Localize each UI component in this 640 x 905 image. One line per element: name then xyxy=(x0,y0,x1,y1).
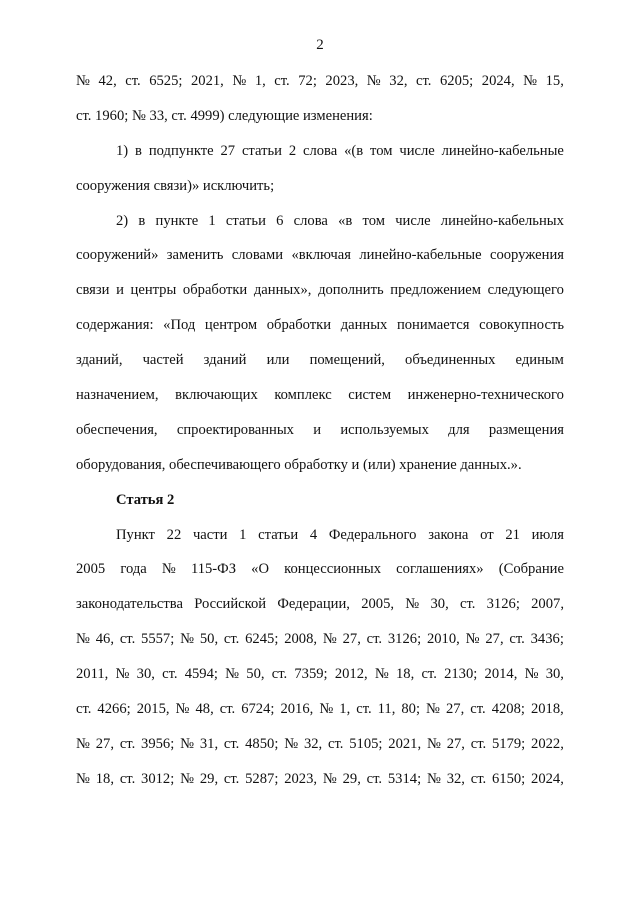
word: комплекс xyxy=(274,387,332,404)
word: включающих xyxy=(175,387,258,404)
word: 11, xyxy=(377,701,396,718)
text-line xyxy=(76,518,564,553)
word: Федерального xyxy=(328,526,417,543)
word: 27, xyxy=(95,735,114,752)
word: 30, xyxy=(430,596,449,613)
word: части xyxy=(192,526,228,543)
word: систем xyxy=(348,387,392,404)
word: предложением xyxy=(390,282,481,299)
word: 1 xyxy=(239,526,247,543)
text-line xyxy=(76,413,564,448)
word: № xyxy=(180,735,195,752)
word: № xyxy=(523,73,538,89)
word: 18, xyxy=(95,770,114,787)
word: данных», xyxy=(253,282,312,299)
word: и xyxy=(116,282,124,299)
word: том xyxy=(370,142,393,159)
word: 1) xyxy=(116,142,129,159)
word: зданий xyxy=(203,352,247,369)
word: 27, xyxy=(446,701,465,718)
word: 27 xyxy=(220,142,236,159)
word: 30, xyxy=(136,666,155,683)
word: 32, xyxy=(303,735,323,752)
word: 6 xyxy=(276,212,284,229)
word: 50, xyxy=(199,631,219,648)
word: 2005 xyxy=(76,561,106,578)
word: данных xyxy=(340,317,388,334)
word: № xyxy=(225,666,240,683)
word: 32, xyxy=(446,770,465,787)
word: 4266; xyxy=(97,701,131,718)
word: ст. xyxy=(162,666,178,683)
word: статьи xyxy=(225,212,266,229)
word: № xyxy=(319,701,334,718)
word: концессионных xyxy=(284,561,382,578)
word: № xyxy=(76,770,90,787)
word: № xyxy=(284,735,299,752)
word: ст. xyxy=(421,666,437,683)
word: 2018, xyxy=(530,701,564,718)
word: 2012, xyxy=(334,666,368,683)
word: № xyxy=(76,631,90,648)
word: ст. xyxy=(76,701,92,718)
word: «включая xyxy=(291,247,351,264)
word: 2021, xyxy=(388,735,422,752)
word: 115-ФЗ xyxy=(190,561,237,578)
word: 6150; xyxy=(491,770,526,787)
word: 30, xyxy=(545,666,564,683)
word: (Собрание xyxy=(498,561,564,578)
word: № xyxy=(374,666,389,683)
word: содержания: xyxy=(76,317,154,334)
word: 1, xyxy=(254,73,266,89)
word: для xyxy=(448,421,470,438)
word: центром xyxy=(204,317,258,334)
word: № xyxy=(115,666,130,683)
text-line xyxy=(76,343,564,378)
word: № xyxy=(524,666,539,683)
word: 50, xyxy=(246,666,265,683)
word: 32, xyxy=(389,73,408,89)
word: 5287; xyxy=(245,770,279,787)
word: ст. xyxy=(416,73,432,89)
word: ст. xyxy=(219,701,236,718)
word: № xyxy=(180,631,195,648)
word: сооружения xyxy=(489,247,564,264)
word: ст. xyxy=(366,631,383,648)
word: зданий, xyxy=(76,352,123,369)
word: следующего xyxy=(487,282,564,299)
word: размещения xyxy=(488,421,564,438)
word: помещений, xyxy=(309,352,385,369)
word: № xyxy=(175,701,190,718)
article-heading: Статья 2 xyxy=(116,491,175,508)
word: ст. xyxy=(366,770,383,787)
word: 15, xyxy=(545,73,564,89)
word: 2014, xyxy=(484,666,518,683)
word: 18, xyxy=(396,666,415,683)
word: 48, xyxy=(195,701,214,718)
word: ст. xyxy=(509,631,525,648)
word: 2024, xyxy=(481,73,515,89)
word: ст. xyxy=(459,596,476,613)
word: 46, xyxy=(95,631,114,648)
word: обеспечения, xyxy=(76,421,158,438)
word: закона xyxy=(428,526,469,543)
word: подпункте xyxy=(148,142,214,159)
word: спроектированных xyxy=(176,421,294,438)
word: соглашениях» xyxy=(396,561,484,578)
word: 2022, xyxy=(531,735,564,752)
word: ст. xyxy=(470,701,486,718)
word: сооружений» xyxy=(76,247,159,264)
word: № xyxy=(465,631,480,648)
word: статьи xyxy=(258,526,299,543)
text-line xyxy=(76,692,564,727)
word: 1 xyxy=(208,212,216,229)
word: 29, xyxy=(199,770,219,787)
word: словами xyxy=(231,247,284,264)
word: пункте xyxy=(155,212,199,229)
word: Российской xyxy=(194,596,267,613)
word: № xyxy=(426,701,440,718)
word: дополнить xyxy=(318,282,384,299)
word: 80; xyxy=(401,701,421,718)
word: понимается xyxy=(396,317,470,334)
text-line: ст. 1960; № 33, ст. 4999) следующие изменения: xyxy=(76,107,373,124)
word: «О xyxy=(251,561,269,578)
word: единым xyxy=(515,352,564,369)
word: № xyxy=(405,596,420,613)
word: 4 xyxy=(309,526,318,543)
word: 2021, xyxy=(190,73,224,89)
word: 3012; xyxy=(141,770,175,787)
word: 27, xyxy=(485,631,504,648)
word: числе xyxy=(399,142,435,159)
word: 5557; xyxy=(141,631,175,648)
word: 6205; xyxy=(439,73,474,89)
word: связи xyxy=(76,282,110,299)
word: ст. xyxy=(271,666,288,683)
word: 5314; xyxy=(387,770,422,787)
word: от xyxy=(480,526,494,543)
word: 2023, xyxy=(325,73,359,89)
word: 5105; xyxy=(349,735,383,752)
word: № xyxy=(180,770,195,787)
word: том xyxy=(362,212,385,229)
document-body xyxy=(76,64,564,797)
word: ст. xyxy=(119,631,136,648)
word: линейно-кабельные xyxy=(441,142,564,159)
word: 4850; xyxy=(245,735,279,752)
word: линейно-кабельные xyxy=(359,247,482,264)
word: используемых xyxy=(340,421,429,438)
text-line xyxy=(76,587,564,622)
word: ст. xyxy=(223,631,240,648)
text-line xyxy=(76,238,564,273)
word: слова xyxy=(293,212,328,229)
word: статьи xyxy=(241,142,282,159)
word: 27, xyxy=(342,631,361,648)
word: года xyxy=(120,561,147,578)
text-line xyxy=(76,273,564,308)
word: в xyxy=(138,212,146,229)
word: объединенных xyxy=(405,352,496,369)
word: 2024, xyxy=(531,770,564,787)
word: инженерно-технического xyxy=(407,387,564,404)
word: ст. xyxy=(223,735,240,752)
word: 2007, xyxy=(531,596,564,613)
word: ст. xyxy=(119,770,136,787)
word: ст. xyxy=(470,735,487,752)
word: 42, xyxy=(98,73,117,89)
text-line xyxy=(76,552,564,587)
word: законодательства xyxy=(76,596,183,613)
word: № xyxy=(322,631,337,648)
word: центры xyxy=(130,282,177,299)
word: 2008, xyxy=(284,631,318,648)
word: ст. xyxy=(328,735,344,752)
word: 2130; xyxy=(444,666,478,683)
word: ст. xyxy=(125,73,141,89)
word: «Под xyxy=(163,317,196,334)
word: линейно-кабельных xyxy=(440,212,564,229)
word: № xyxy=(232,73,247,89)
word: 3126; xyxy=(486,596,520,613)
word: ст. xyxy=(356,701,372,718)
word: № xyxy=(161,561,176,578)
word: частей xyxy=(142,352,184,369)
word: 2011, xyxy=(76,666,109,683)
word: в xyxy=(135,142,142,159)
word: 27, xyxy=(446,735,465,752)
word: 31, xyxy=(199,735,219,752)
word: 1, xyxy=(339,701,351,718)
word: 2005, xyxy=(361,596,395,613)
word: 2) xyxy=(116,212,129,229)
page-number: 2 xyxy=(316,37,324,53)
word: № xyxy=(322,770,337,787)
word: № xyxy=(76,735,90,752)
word: 6245; xyxy=(245,631,279,648)
word: 29, xyxy=(342,770,361,787)
word: совокупность xyxy=(479,317,564,334)
word: заменить xyxy=(166,247,224,264)
word: назначением, xyxy=(76,387,159,404)
word: 21 xyxy=(505,526,520,543)
word: числе xyxy=(395,212,431,229)
text-line xyxy=(76,762,564,797)
word: июля xyxy=(531,526,564,543)
text-line: сооружения связи)» исключить; xyxy=(76,177,275,194)
word: «в xyxy=(338,212,353,229)
word: или xyxy=(266,352,290,369)
word: 6724; xyxy=(241,701,275,718)
word: ст. xyxy=(274,73,290,89)
text-line xyxy=(76,622,564,657)
word: обработки xyxy=(266,317,332,334)
text-line: оборудования, обеспечивающего обработку и (или) хранение данных.». xyxy=(76,456,522,473)
word: 2 xyxy=(288,142,297,159)
word: Федерации, xyxy=(277,596,350,613)
word: 3126; xyxy=(387,631,422,648)
text-line xyxy=(76,204,564,239)
word: № xyxy=(76,73,90,89)
word: ст. xyxy=(470,770,487,787)
text-line xyxy=(76,64,564,99)
word: 3436; xyxy=(530,631,564,648)
word: Пункт xyxy=(116,526,155,543)
word: ст. xyxy=(119,735,136,752)
word: 3956; xyxy=(141,735,175,752)
word: 72; xyxy=(298,73,317,89)
word: 2016, xyxy=(280,701,314,718)
word: 6525; xyxy=(149,73,183,89)
text-line xyxy=(76,378,564,413)
word: 2015, xyxy=(136,701,170,718)
text-line xyxy=(76,727,564,762)
text-line xyxy=(76,134,564,169)
word: 2010, xyxy=(426,631,460,648)
word: 7359; xyxy=(294,666,328,683)
word: № xyxy=(366,73,381,89)
word: № xyxy=(426,735,441,752)
word: № xyxy=(426,770,441,787)
word: обработки xyxy=(182,282,248,299)
word: ст. xyxy=(223,770,240,787)
word: 22 xyxy=(166,526,182,543)
word: 5179; xyxy=(491,735,526,752)
word: и xyxy=(313,421,322,438)
word: 4208; xyxy=(491,701,525,718)
word: «(в xyxy=(344,142,364,159)
text-line xyxy=(76,308,564,343)
text-line xyxy=(76,657,564,692)
word: 2023, xyxy=(284,770,318,787)
word: 4594; xyxy=(184,666,218,683)
word: слова xyxy=(302,142,338,159)
